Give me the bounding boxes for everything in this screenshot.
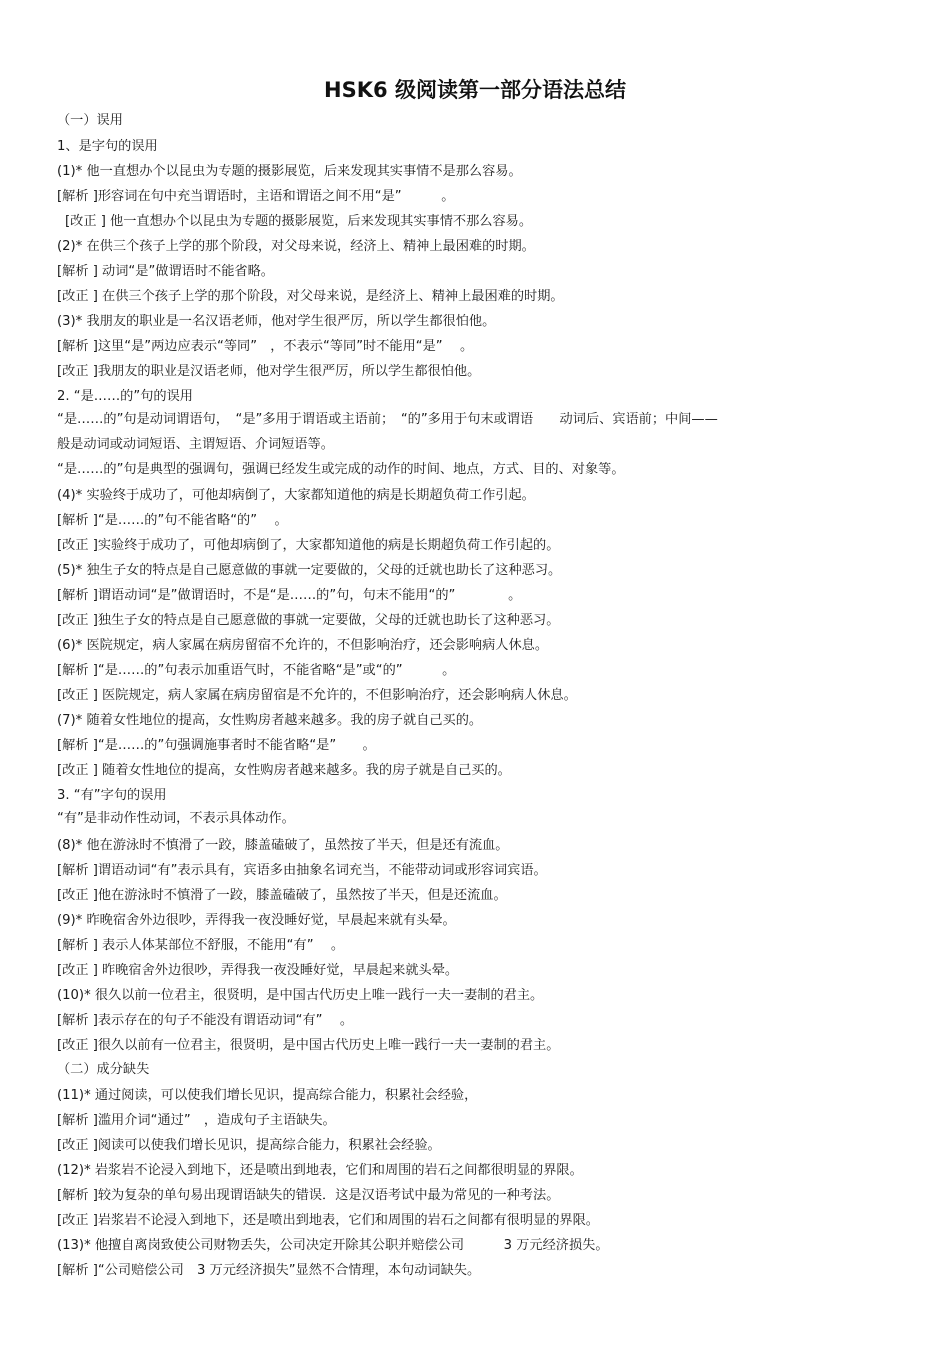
correction-line: [改正 ]实验终于成功了，可他却病倒了，大家都知道他的病是长期超负荷工作引起的。 bbox=[57, 538, 560, 553]
example-sentence: (8)* 他在游泳时不慎滑了一跤，膝盖磕破了，虽然按了半天，但是还有流血。 bbox=[57, 838, 509, 853]
example-sentence: (3)* 我朋友的职业是一名汉语老师，他对学生很严厉，所以学生都很怕他。 bbox=[57, 314, 496, 329]
explanation-line: “是……的”句是动词谓语句， “是”多用于谓语或主语前； “的”多用于句末或谓语 动词后、宾语前；中间—— bbox=[57, 412, 718, 427]
example-sentence: (5)* 独生子女的特点是自己愿意做的事就一定要做的，父母的迁就也助长了这种恶习。 bbox=[57, 563, 562, 578]
analysis-line: [解析 ]“是……的”句不能省略“的” 。 bbox=[57, 513, 288, 528]
analysis-line: [解析 ]较为复杂的单句易出现谓语缺失的错误．这是汉语考试中最为常见的一种考法。 bbox=[57, 1188, 560, 1203]
correction-line: [改正 ] 他一直想办个以昆虫为专题的摄影展览，后来发现其实事情不那么容易。 bbox=[65, 214, 533, 229]
section-heading: （二）成分缺失 bbox=[57, 1062, 150, 1077]
example-sentence: (4)* 实验终于成功了，可他却病倒了，大家都知道他的病是长期超负荷工作引起。 bbox=[57, 488, 535, 503]
analysis-line: [解析 ] 表示人体某部位不舒服，不能用“有” 。 bbox=[57, 938, 345, 953]
example-sentence: (9)* 昨晚宿舍外边很吵，弄得我一夜没睡好觉，早晨起来就有头晕。 bbox=[57, 913, 456, 928]
correction-line: [改正 ] 在供三个孩子上学的那个阶段，对父母来说，是经济上、精神上最困难的时期。 bbox=[57, 289, 564, 304]
example-sentence: (13)* 他擅自离岗致使公司财物丢失，公司决定开除其公职并赔偿公司 3 万元经济损失。 bbox=[57, 1238, 609, 1253]
correction-line: [改正 ]我朋友的职业是汉语老师，他对学生很严厉，所以学生都很怕他。 bbox=[57, 364, 481, 379]
explanation-line: “有”是非动作性动词，不表示具体动作。 bbox=[57, 811, 295, 826]
document-title: HSK6 级阅读第一部分语法总结 bbox=[324, 78, 626, 102]
correction-line: [改正 ]岩浆岩不论浸入到地下，还是喷出到地表，它们和周围的岩石之间都有很明显的界限。 bbox=[57, 1213, 599, 1228]
correction-line: [改正 ]阅读可以使我们增长见识，提高综合能力，积累社会经验。 bbox=[57, 1138, 441, 1153]
analysis-line: [解析 ]形容词在句中充当谓语时，主语和谓语之间不用“是” 。 bbox=[57, 189, 455, 204]
subsection-heading: 2. “是……的”句的误用 bbox=[57, 389, 193, 404]
analysis-line: [解析 ]“公司赔偿公司 3 万元经济损失”显然不合情理，本句动词缺失。 bbox=[57, 1263, 481, 1278]
section-heading: （一）误用 bbox=[57, 113, 123, 128]
example-sentence: (7)* 随着女性地位的提高，女性购房者越来越多。我的房子就自己买的。 bbox=[57, 713, 483, 728]
example-sentence: (1)* 他一直想办个以昆虫为专题的摄影展览，后来发现其实事情不是那么容易。 bbox=[57, 164, 522, 179]
explanation-line: “是……的”句是典型的强调句，强调已经发生或完成的动作的时间、地点，方式、目的、对象等。 bbox=[57, 462, 625, 477]
example-sentence: (6)* 医院规定，病人家属在病房留宿不允许的，不但影响治疗，还会影响病人休息。 bbox=[57, 638, 549, 653]
analysis-line: [解析 ]滥用介词“通过” ，造成句子主语缺失。 bbox=[57, 1113, 336, 1128]
subsection-heading: 1、是字句的误用 bbox=[57, 139, 158, 154]
explanation-line: 般是动词或动词短语、主谓短语、介词短语等。 bbox=[57, 437, 334, 452]
correction-line: [改正 ] 随着女性地位的提高，女性购房者越来越多。我的房子就是自己买的。 bbox=[57, 763, 511, 778]
correction-line: [改正 ] 昨晚宿舍外边很吵，弄得我一夜没睡好觉，早晨起来就头晕。 bbox=[57, 963, 459, 978]
analysis-line: [解析 ]“是……的”句表示加重语气时，不能省略“是”或“的” 。 bbox=[57, 663, 456, 678]
correction-line: [改正 ] 医院规定，病人家属在病房留宿是不允许的，不但影响治疗，还会影响病人休息。 bbox=[57, 688, 577, 703]
example-sentence: (2)* 在供三个孩子上学的那个阶段，对父母来说，经济上、精神上最困难的时期。 bbox=[57, 239, 535, 254]
example-sentence: (11)* 通过阅读，可以使我们增长见识，提高综合能力，积累社会经验， bbox=[57, 1088, 478, 1103]
correction-line: [改正 ]独生子女的特点是自己愿意做的事就一定要做，父母的迁就也助长了这种恶习。 bbox=[57, 613, 560, 628]
analysis-line: [解析 ]表示存在的句子不能没有谓语动词“有” 。 bbox=[57, 1013, 354, 1028]
example-sentence: (10)* 很久以前一位君主，很贤明，是中国古代历史上唯一践行一夫一妻制的君主。 bbox=[57, 988, 544, 1003]
analysis-line: [解析 ]“是……的”句强调施事者时不能省略“是” 。 bbox=[57, 738, 376, 753]
analysis-line: [解析 ]谓语动词“有”表示具有，宾语多由抽象名词充当，不能带动词或形容词宾语。 bbox=[57, 863, 547, 878]
example-sentence: (12)* 岩浆岩不论浸入到地下，还是喷出到地表，它们和周围的岩石之间都很明显的界限。 bbox=[57, 1163, 583, 1178]
analysis-line: [解析 ]这里“是”两边应表示“等同” ，不表示“等同”时不能用“是” 。 bbox=[57, 339, 474, 354]
correction-line: [改正 ]他在游泳时不慎滑了一跤，膝盖磕破了，虽然按了半天，但是还流血。 bbox=[57, 888, 507, 903]
subsection-heading: 3. “有”字句的误用 bbox=[57, 788, 167, 803]
analysis-line: [解析 ]谓语动词“是”做谓语时，不是“是……的”句，句末不能用“的” 。 bbox=[57, 588, 522, 603]
analysis-line: [解析 ] 动词“是”做谓语时不能省略。 bbox=[57, 264, 274, 279]
correction-line: [改正 ]很久以前有一位君主，很贤明，是中国古代历史上唯一践行一夫一妻制的君主。 bbox=[57, 1038, 560, 1053]
